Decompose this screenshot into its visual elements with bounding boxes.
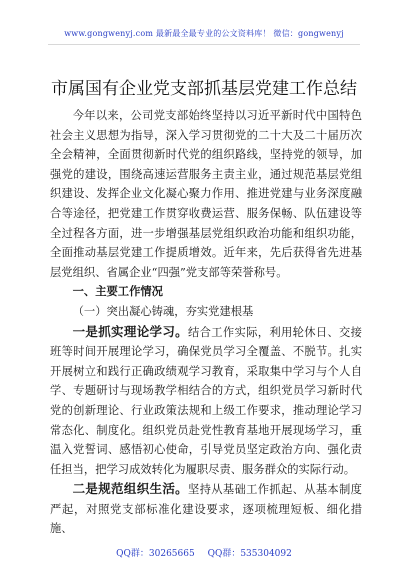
paragraph-organization-life	[50, 479, 362, 539]
paragraph-text: 结合工作实际，利用轮休日、交接班等时间开展理论学习，确保党员学习全覆盖、不脱节。扎实开展树立和践行正确政绩观学习教育，采取集中学习与个人自学、专题研讨与现场教学相结合的方式，组织党员学习新时代党的创新理论、行业政策法规和上级工作要求，推动理论学习常态化、制度化。组织党员赴党性教育基地开展现场学习，重温入党誓词、感悟初心使命，引导党员坚定政治方向、强化责任担当，把学习成效转化为履职尽责、服务群众的实际行动。	[50, 325, 362, 476]
paragraph-text: 坚持从基础工作抓起、从基本制度严起，对照党支部标准化建设要求，逐项梳理短板、细化措施、	[50, 483, 362, 536]
paragraph-lead: 二是规范组织生活。	[72, 481, 188, 497]
document-body	[50, 106, 362, 539]
header-divider	[48, 44, 360, 45]
section-heading: 一、主要工作情况	[72, 284, 163, 299]
paragraph-theory-study	[50, 322, 362, 480]
intro-paragraph: 今年以来，公司党支部始终坚持以习近平新时代中国特色社会主义思想为指导，深入学习贯彻党的二十大及二十届历次全会精神，全面贯彻新时代党的组织路线，坚持党的领导，加强党的建设，围绕高速运营服务主责主业，通过规范基层党组织建设、发挥企业文化凝心聚力作用、推进党建与业务深度融合等途径，把党建工作贯穿收费运营、服务保畅、队伍建设等全过程各方面，进一步增强基层党组织政治功能和组织功能，全面推动基层党建工作提质增效。近年来，先后获得省先进基层党组织、省属企业“四强”党支部等荣誉称号。	[50, 109, 362, 279]
subsection-heading: （一）突出凝心铸魂，夯实党建根基	[72, 304, 254, 318]
paragraph-lead: 一是抓实理论学习。	[72, 323, 188, 339]
document-title: 市属国有企业党支部抓基层党建工作总结	[51, 79, 357, 99]
header-banner[interactable]: www.gongwenyj.com 最新最全最专业的公文资料库！ 微信：gongwenyj	[64, 29, 344, 38]
footer-qq-groups: QQ群：30265665 QQ群：535304092	[116, 549, 292, 559]
